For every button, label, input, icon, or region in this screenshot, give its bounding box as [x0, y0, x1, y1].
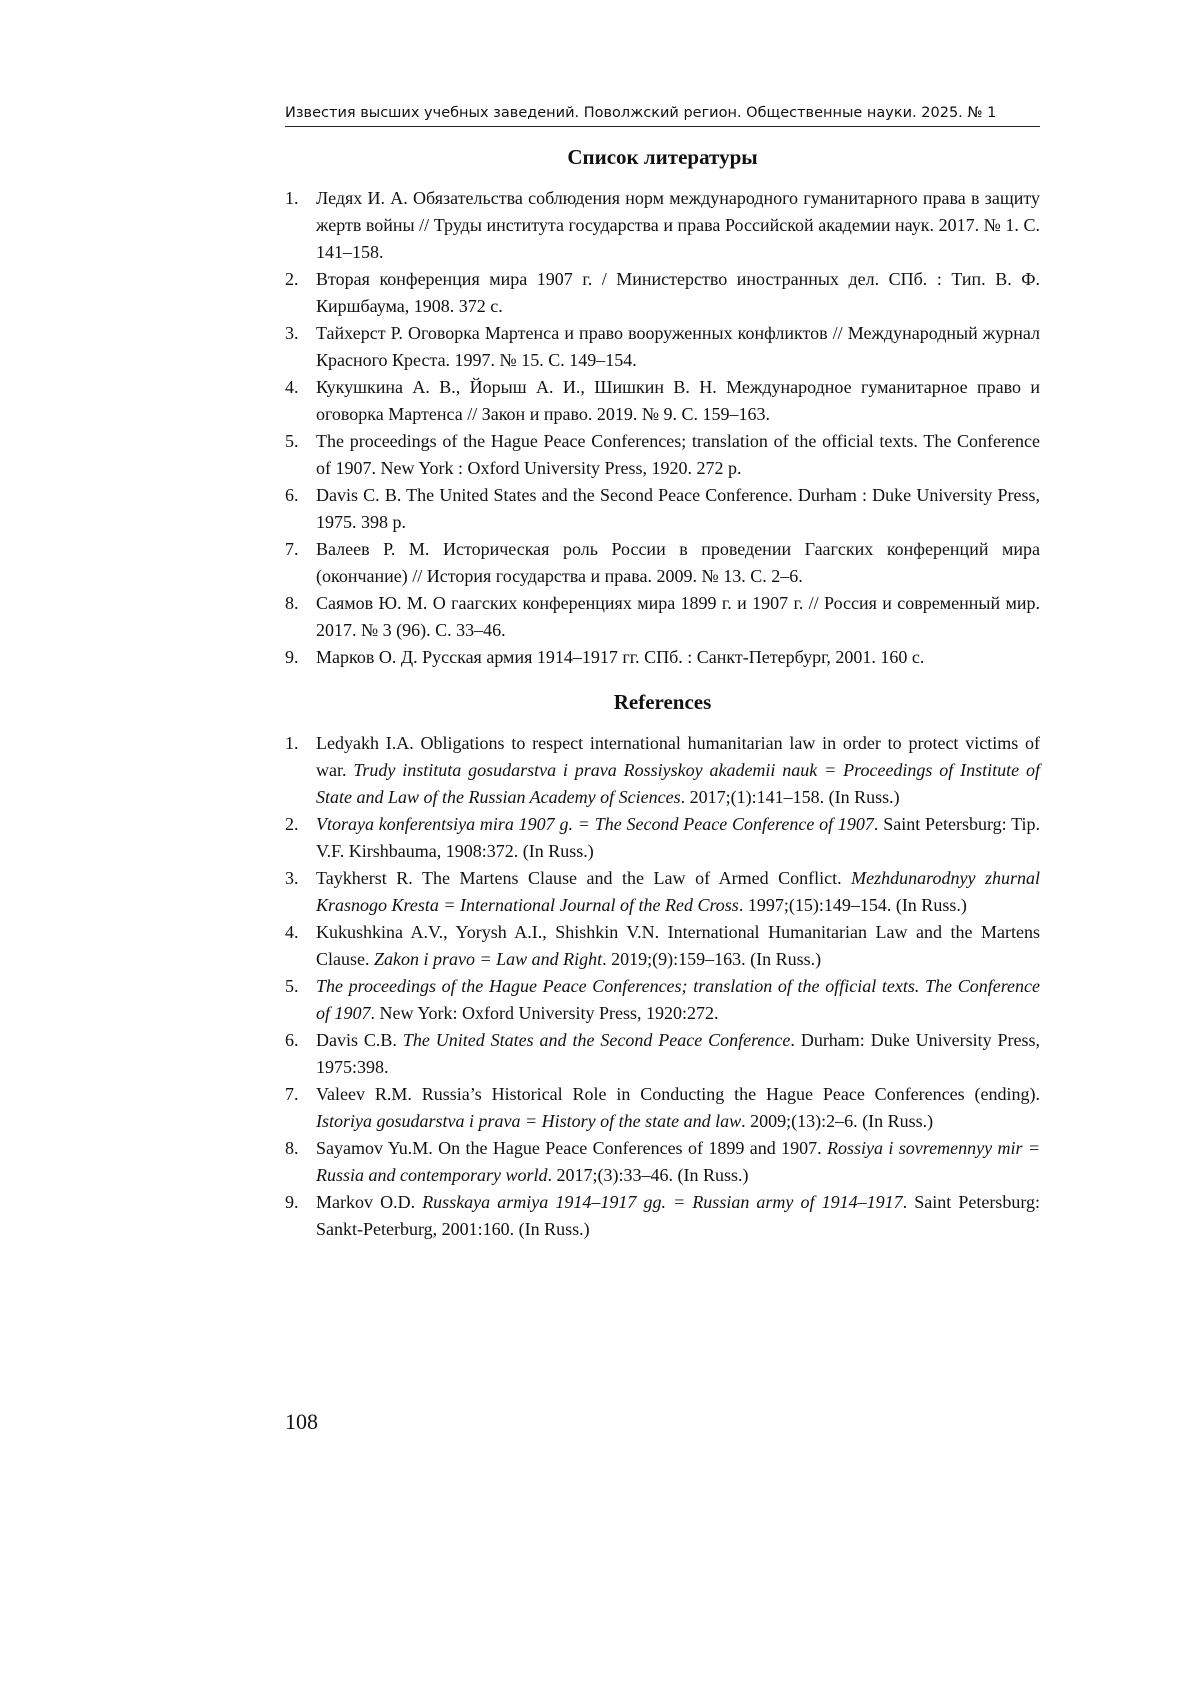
reference-number: 2. [285, 269, 299, 289]
reference-text: Valeev R.M. Russia’s Historical Role in Conducting the Hague Peace Conferences (ending). [316, 1084, 1040, 1104]
reference-source-title: The United States and the Second Peace Conference [402, 1030, 791, 1050]
reference-source-title: Zakon i pravo = Law and Right [374, 949, 603, 969]
reference-item [285, 428, 1040, 482]
reference-source-title: Trudy instituta gosudarstva i prava Rossiyskoy akademii nauk = Proceedings of Institute of State and Law of the Russian Academy of Sciences [316, 760, 1040, 807]
reference-number: 1. [285, 733, 299, 753]
reference-number: 7. [285, 1084, 299, 1104]
reference-text: The proceedings of the Hague Peace Conferences; translation of the official texts. The Conference of 1907. New York : Oxford University Press, 1920. 272 p. [316, 431, 1040, 478]
reference-item [285, 482, 1040, 536]
reference-number: 4. [285, 377, 299, 397]
reference-source-title: Rossiya i sovremennyy mir = Russia and contemporary world [316, 1138, 1040, 1185]
reference-text: Markov O.D. [316, 1192, 423, 1212]
reference-number: 1. [285, 188, 299, 208]
reference-item [285, 536, 1040, 590]
reference-text: Davis C. B. The United States and the Second Peace Conference. Durham : Duke University Press, 1975. 398 p. [316, 485, 1040, 532]
reference-text: . 1997;(15):149–154. (In Russ.) [738, 895, 967, 915]
reference-text: . 2009;(13):2–6. (In Russ.) [741, 1111, 934, 1131]
reference-source-title: Russkaya armiya 1914–1917 gg. = Russian army of 1914–1917 [422, 1192, 903, 1212]
reference-number: 8. [285, 1138, 299, 1158]
references-title-en: References [613, 690, 712, 714]
reference-item [285, 320, 1040, 374]
reference-item [285, 590, 1040, 644]
reference-text: Ledyakh I.A. Obligations to respect international humanitarian law in order to protect victims of war. [316, 733, 1040, 780]
reference-source-title: Mezhdunarodnyy zhurnal Krasnogo Kresta = International Journal of the Red Cross [316, 868, 1040, 915]
reference-item [285, 266, 1040, 320]
reference-text: Kukushkina A.V., Yorysh A.I., Shishkin V.N. International Humanitarian Law and the Martens Clause. [316, 922, 1040, 969]
reference-item [285, 919, 1040, 973]
reference-text: . New York: Oxford University Press, 1920:272. [370, 1003, 719, 1023]
references-list-en [285, 730, 1040, 1243]
reference-text: . 2017;(1):141–158. (In Russ.) [680, 787, 900, 807]
reference-number: 6. [285, 485, 299, 505]
reference-text: Sayamov Yu.M. On the Hague Peace Conferences of 1899 and 1907. [316, 1138, 827, 1158]
reference-number: 7. [285, 539, 299, 559]
reference-item [285, 1189, 1040, 1243]
reference-item [285, 1027, 1040, 1081]
reference-number: 6. [285, 1030, 299, 1050]
reference-item [285, 865, 1040, 919]
bibliography-list-ru [285, 185, 1040, 671]
reference-text: Davis C.B. [316, 1030, 403, 1050]
reference-number: 3. [285, 323, 299, 343]
reference-number: 8. [285, 593, 299, 613]
reference-number: 3. [285, 868, 299, 888]
reference-text: . 2017;(3):33–46. (In Russ.) [547, 1165, 749, 1185]
reference-text: Taykherst R. The Martens Clause and the Law of Armed Conflict. [316, 868, 852, 888]
reference-source-title: The proceedings of the Hague Peace Conferences; translation of the official texts. The Conference of 1907 [316, 976, 1040, 1023]
bibliography-title-ru: Список литературы [567, 145, 758, 169]
reference-item [285, 730, 1040, 811]
page-number: 108 [285, 1409, 318, 1434]
reference-item [285, 973, 1040, 1027]
reference-item [285, 1081, 1040, 1135]
reference-text: Валеев Р. М. Историческая роль России в проведении Гаагских конференций мира (окончание) // История государства и права. 2009. № 13. С. 2–6. [316, 539, 1040, 586]
header-divider [285, 126, 1040, 127]
reference-item [285, 644, 1040, 671]
reference-text: Тайхерст Р. Оговорка Мартенса и право вооруженных конфликтов // Международный журнал Красного Креста. 1997. № 15. С. 149–154. [316, 323, 1040, 370]
reference-text: . 2019;(9):159–163. (In Russ.) [602, 949, 822, 969]
reference-text: Вторая конференция мира 1907 г. / Министерство иностранных дел. СПб. : Тип. В. Ф. Киршбаума, 1908. 372 с. [316, 269, 1040, 316]
reference-number: 5. [285, 976, 299, 996]
reference-number: 2. [285, 814, 299, 834]
reference-text: Саямов Ю. М. О гаагских конференциях мира 1899 г. и 1907 г. // Россия и современный мир. 2017. № 3 (96). С. 33–46. [316, 593, 1040, 640]
reference-item [285, 374, 1040, 428]
reference-text: . Saint Petersburg: Sankt-Peterburg, 2001:160. (In Russ.) [316, 1192, 1040, 1239]
reference-text: . Durham: Duke University Press, 1975:398. [316, 1030, 1041, 1077]
running-header: Известия высших учебных заведений. Поволжский регион. Общественные науки. 2025. № 1 [285, 105, 997, 121]
reference-item [285, 185, 1040, 266]
reference-item [285, 811, 1040, 865]
reference-text: Марков О. Д. Русская армия 1914–1917 гг. СПб. : Санкт-Петербург, 2001. 160 с. [316, 647, 925, 667]
reference-item [285, 1135, 1040, 1189]
reference-source-title: Istoriya gosudarstva i prava = History of the state and law [316, 1111, 742, 1131]
reference-number: 9. [285, 1192, 299, 1212]
reference-text: Кукушкина А. В., Йорыш А. И., Шишкин В. Н. Международное гуманитарное право и оговорка Мартенса // Закон и право. 2019. № 9. С. 159–163. [316, 377, 1040, 424]
reference-source-title: Vtoraya konferentsiya mira 1907 g. = The Second Peace Conference of 1907 [316, 814, 874, 834]
reference-number: 5. [285, 431, 299, 451]
reference-text: . Saint Petersburg: Tip. V.F. Kirshbauma, 1908:372. (In Russ.) [316, 814, 1041, 861]
reference-number: 9. [285, 647, 299, 667]
reference-text: Ледях И. А. Обязательства соблюдения норм международного гуманитарного права в защиту жертв войны // Труды института государства и права Российской академии наук. 2017. № 1. С. 141–158. [316, 188, 1040, 262]
reference-number: 4. [285, 922, 299, 942]
